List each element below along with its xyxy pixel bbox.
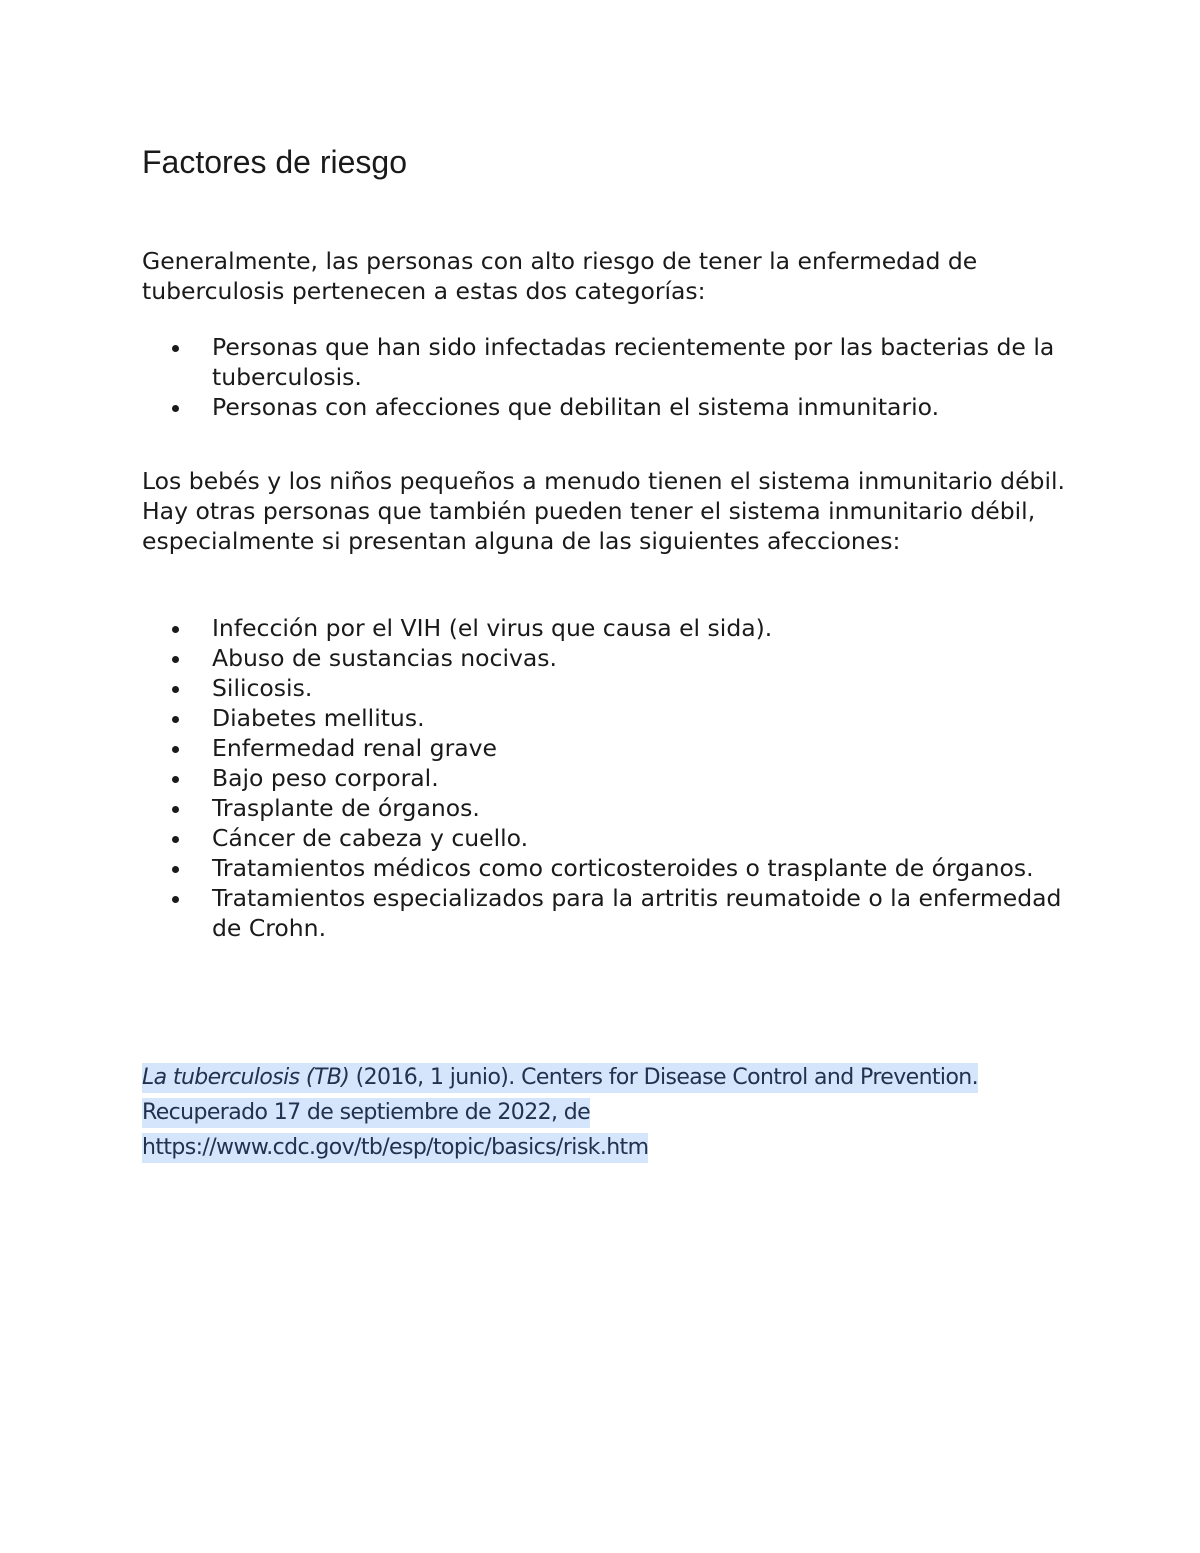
list-item-text: Abuso de sustancias nocivas.: [212, 644, 558, 672]
bullet-icon: [172, 866, 179, 873]
citation-line-3: [142, 1130, 1042, 1165]
list-item: [142, 763, 1072, 793]
risk-categories-list: [142, 332, 1072, 422]
list-item: [142, 733, 1072, 763]
bullet-icon: [172, 686, 179, 693]
citation-url-link[interactable]: https://www.cdc.gov/tb/esp/topic/basics/risk.htm: [142, 1133, 648, 1163]
bullet-icon: [172, 746, 179, 753]
list-item: [142, 883, 1072, 943]
bullet-icon: [172, 656, 179, 663]
list-item: [142, 853, 1072, 883]
list-item-text: Bajo peso corporal.: [212, 764, 439, 792]
list-item: [142, 793, 1072, 823]
list-item-text: Silicosis.: [212, 674, 313, 702]
bullet-icon: [172, 405, 179, 412]
list-item-text: Infección por el VIH (el virus que causa el sida).: [212, 614, 773, 642]
list-item: [142, 613, 1072, 643]
bullet-icon: [172, 626, 179, 633]
list-item-text: Diabetes mellitus.: [212, 704, 425, 732]
list-item-text: Trasplante de órganos.: [212, 794, 480, 822]
citation-line-1: [142, 1060, 1042, 1095]
list-item-text: Tratamientos especializados para la artritis reumatoide o la enfermedad de Crohn.: [212, 884, 1062, 942]
bullet-icon: [172, 776, 179, 783]
list-item: [142, 643, 1072, 673]
citation-date-publisher: (2016, 1 junio). Centers for Disease Control and Prevention.: [349, 1065, 979, 1090]
conditions-intro-paragraph: Los bebés y los niños pequeños a menudo tienen el sistema inmunitario débil. Hay otras personas que también pueden tener el sistema inmunitario débil, especialmente si presentan alguna de las siguientes afecciones:: [142, 467, 1065, 555]
list-item-text: Enfermedad renal grave: [212, 734, 498, 762]
citation-retrieved: Recuperado 17 de septiembre de 2022, de: [142, 1098, 590, 1128]
bullet-icon: [172, 836, 179, 843]
list-item-text: Cáncer de cabeza y cuello.: [212, 824, 529, 852]
citation-line-2: [142, 1095, 1042, 1130]
bullet-icon: [172, 345, 179, 352]
citation-work-title: La tuberculosis (TB): [142, 1065, 350, 1090]
bullet-icon: [172, 896, 179, 903]
bullet-icon: [172, 716, 179, 723]
list-item-text: Personas con afecciones que debilitan el sistema inmunitario.: [212, 393, 940, 421]
list-item: [142, 332, 1072, 392]
list-item: [142, 392, 1072, 422]
list-item: [142, 703, 1072, 733]
list-item-text: Tratamientos médicos como corticosteroides o trasplante de órganos.: [212, 854, 1034, 882]
list-item: [142, 673, 1072, 703]
bullet-icon: [172, 806, 179, 813]
citation: [142, 1060, 1042, 1165]
list-item: [142, 823, 1072, 853]
page-title: Factores de riesgo: [142, 144, 408, 180]
conditions-list: [142, 613, 1072, 943]
intro-paragraph: Generalmente, las personas con alto riesgo de tener la enfermedad de tuberculosis pertenecen a estas dos categorías:: [142, 247, 978, 305]
list-item-text: Personas que han sido infectadas recientemente por las bacterias de la tuberculosis.: [212, 333, 1055, 391]
